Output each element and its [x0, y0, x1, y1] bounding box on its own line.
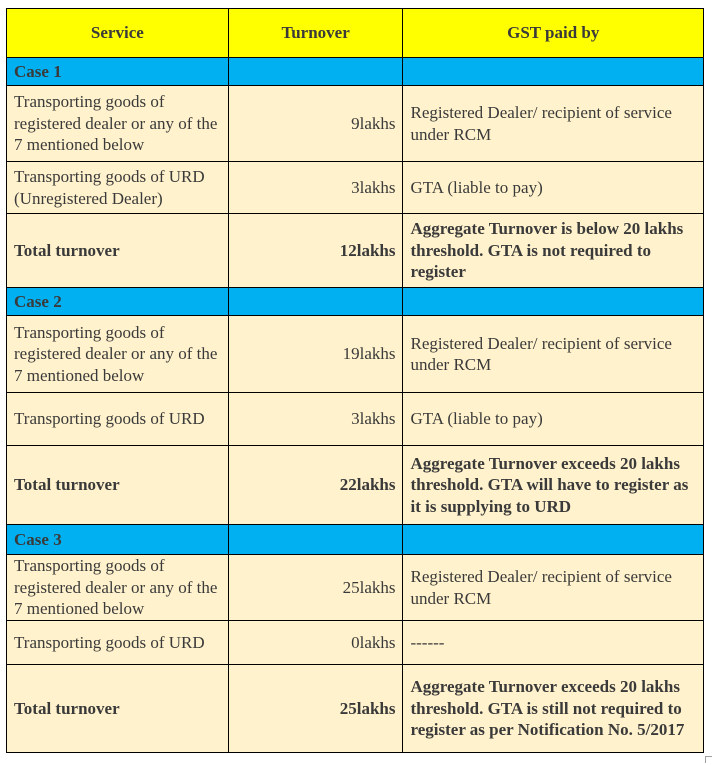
- total-row: [7, 214, 704, 288]
- service-cell: Transporting goods of registered dealer or any of the 7 mentioned below: [7, 316, 229, 393]
- case-label: Case 3: [7, 525, 229, 555]
- gst-cases-table: [6, 8, 704, 753]
- gst-paid-by-cell: Registered Dealer/ recipient of service under RCM: [403, 86, 704, 162]
- total-note: Aggregate Turnover exceeds 20 lakhs threshold. GTA is still not required to register as per Notification No. 5/2017: [403, 665, 704, 753]
- header-gst-paid-by: GST paid by: [403, 9, 704, 58]
- table-row: [7, 162, 704, 214]
- total-label: Total turnover: [7, 446, 229, 525]
- service-cell: Transporting goods of URD: [7, 393, 229, 446]
- case-label: Case 2: [7, 288, 229, 316]
- turnover-cell: 9lakhs: [228, 86, 403, 162]
- table-row: [7, 86, 704, 162]
- header-turnover: Turnover: [228, 9, 403, 58]
- table-row: [7, 316, 704, 393]
- total-row: [7, 446, 704, 525]
- turnover-cell: 3lakhs: [228, 162, 403, 214]
- total-turnover: 25lakhs: [228, 665, 403, 753]
- gst-paid-by-cell: Registered Dealer/ recipient of service under RCM: [403, 555, 704, 621]
- table-row: [7, 621, 704, 665]
- header-service: Service: [7, 9, 229, 58]
- case-row: [7, 58, 704, 86]
- total-label: Total turnover: [7, 665, 229, 753]
- header-row: [7, 9, 704, 58]
- gst-paid-by-cell: GTA (liable to pay): [403, 162, 704, 214]
- gst-paid-by-cell: GTA (liable to pay): [403, 393, 704, 446]
- turnover-cell: 19lakhs: [228, 316, 403, 393]
- turnover-cell: 0lakhs: [228, 621, 403, 665]
- total-turnover: 22lakhs: [228, 446, 403, 525]
- service-cell: Transporting goods of URD (Unregistered Dealer): [7, 162, 229, 214]
- turnover-cell: 25lakhs: [228, 555, 403, 621]
- case-row: [7, 288, 704, 316]
- service-cell: Transporting goods of URD: [7, 621, 229, 665]
- resize-corner-icon: [705, 756, 712, 763]
- service-cell: Transporting goods of registered dealer or any of the 7 mentioned below: [7, 555, 229, 621]
- total-note: Aggregate Turnover is below 20 lakhs threshold. GTA is not required to register: [403, 214, 704, 288]
- turnover-cell: 3lakhs: [228, 393, 403, 446]
- case-row: [7, 525, 704, 555]
- total-turnover: 12lakhs: [228, 214, 403, 288]
- total-note: Aggregate Turnover exceeds 20 lakhs threshold. GTA will have to register as it is supplying to URD: [403, 446, 704, 525]
- table-row: [7, 393, 704, 446]
- total-row: [7, 665, 704, 753]
- case-label: Case 1: [7, 58, 229, 86]
- gst-paid-by-cell: ------: [403, 621, 704, 665]
- table-row: [7, 555, 704, 621]
- gst-paid-by-cell: Registered Dealer/ recipient of service under RCM: [403, 316, 704, 393]
- service-cell: Transporting goods of registered dealer or any of the 7 mentioned below: [7, 86, 229, 162]
- total-label: Total turnover: [7, 214, 229, 288]
